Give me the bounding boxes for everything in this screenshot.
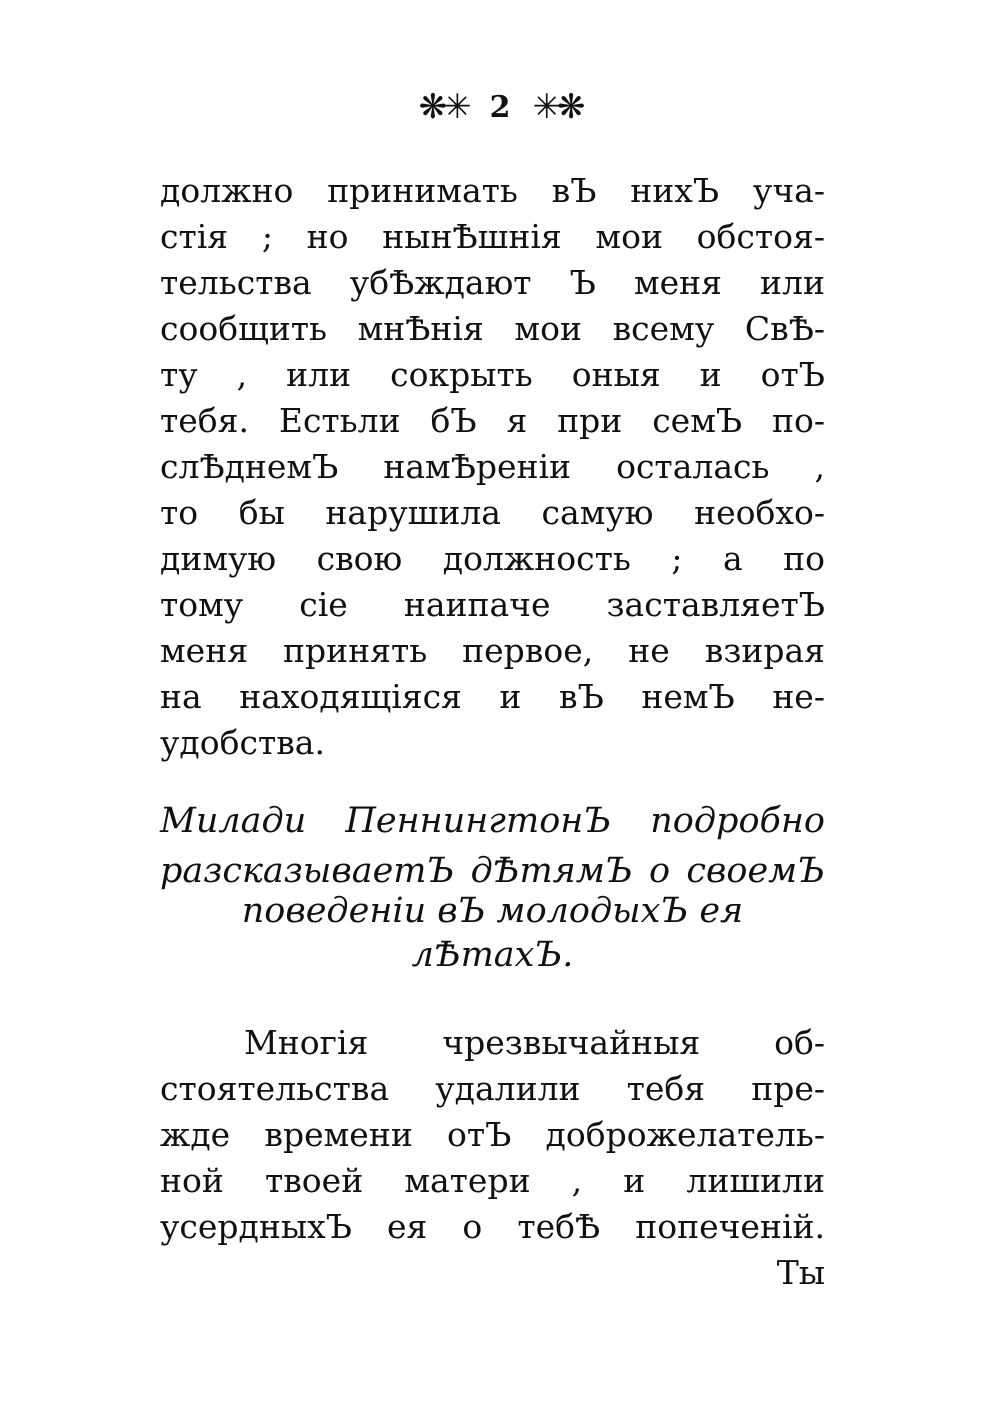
text-line: тельства убѢждают Ъ меня или [160,263,825,302]
text-line: сообщить мнѢнія мои всему СвѢ- [160,309,825,348]
catchword: Ты [776,1253,825,1292]
text-line: ту , или сокрыть оныя и отЪ [160,355,825,394]
text-line: слѢднемЪ намѢреніи осталась , [160,447,825,486]
text-line: жде времени отЪ доброжелатель- [160,1115,825,1154]
text-line: ной твоей матери , и лишили [160,1161,825,1200]
text-line: должно принимать вЪ нихЪ уча- [160,171,825,210]
text-line: тебя. Естьли бЪ я при семЪ по- [160,401,825,440]
text-line: на находящіяся и вЪ немЪ не- [160,677,825,716]
page-number: 2 [489,89,511,125]
left-ornament: ❋✳ [418,87,468,127]
text-line: то бы нарушила самую необхо- [160,493,825,532]
text-line: удобства. [160,723,325,762]
text-line: стоятельства удалили тебя пре- [160,1069,825,1108]
text-line: тому сіе наипаче заставляетЪ [160,585,825,624]
heading-line: поведеніи вЪ молодыхЪ ея [241,891,744,931]
text-line: димую свою должность ; а по [160,539,825,578]
text-line: стія ; но нынѢшнія мои обстоя- [160,217,825,256]
heading-line: Милади ПеннингтонЪ подробно [160,801,825,841]
heading-line: лѢтахЪ. [411,935,574,975]
text-line: Многія чрезвычайныя об- [244,1023,825,1062]
text-line: меня принять первое, не взирая [160,631,825,670]
text-line: усердныхЪ ея о тебѢ попеченій. [160,1207,825,1246]
heading-line: разсказываетЪ дѢтямЪ о своемЪ [160,851,825,891]
right-ornament: ✳❋ [532,87,582,127]
page-header [0,82,1000,132]
